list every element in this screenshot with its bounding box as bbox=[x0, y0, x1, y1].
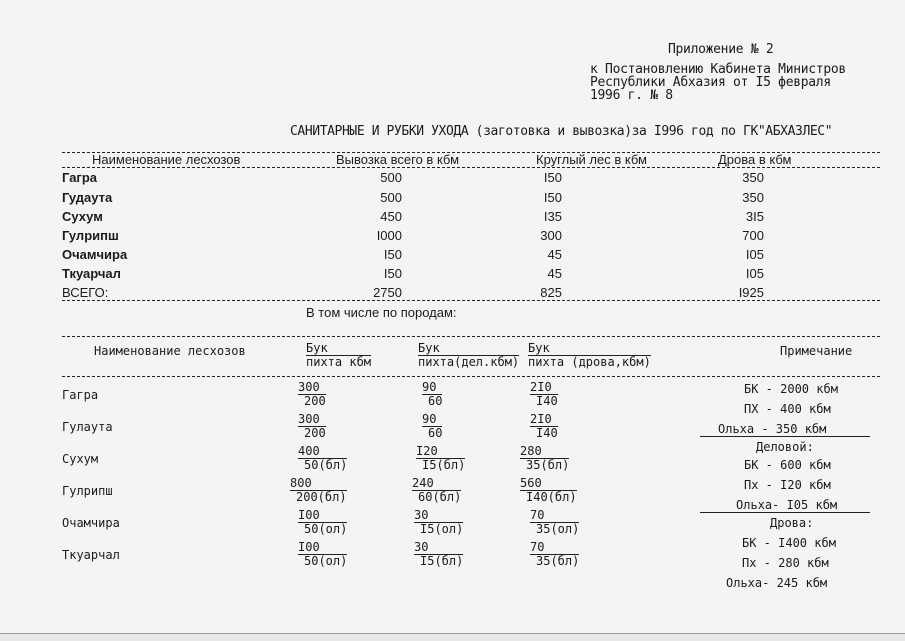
row-total: 500 bbox=[380, 170, 402, 185]
note-heading: Дрова: bbox=[770, 516, 814, 530]
fraction-top: 90 bbox=[422, 412, 437, 426]
fraction-col2 bbox=[414, 541, 463, 568]
note-line: ПХ - 400 кбм bbox=[744, 402, 831, 416]
fraction-bottom: I5(бл) bbox=[414, 554, 463, 568]
fraction-col1 bbox=[298, 413, 326, 440]
fraction-bottom: 200(бл) bbox=[290, 490, 347, 504]
row-name: Гудаута bbox=[62, 190, 113, 205]
fraction-top: 800 bbox=[290, 476, 312, 490]
note-line: Ольха- 245 кбм bbox=[726, 576, 828, 590]
fraction-top: 30 bbox=[414, 540, 429, 554]
table2-header-col1 bbox=[306, 342, 371, 369]
note-heading: Деловой: bbox=[756, 440, 814, 454]
header-bottom: пихта (дрова,кбм) bbox=[528, 355, 651, 369]
row-total: 2750 bbox=[373, 285, 402, 300]
appendix-ref: к Постановлению Кабинета Министров bbox=[590, 62, 846, 77]
breakdown-subtitle: В том числе по породам: bbox=[306, 305, 457, 320]
row-name: Сухум bbox=[62, 452, 99, 466]
appendix-number: Приложение № 2 bbox=[668, 42, 774, 57]
header-bottom: пихта(дел.кбм) bbox=[418, 355, 520, 369]
row-firewood: 350 bbox=[742, 170, 764, 185]
fraction-top: 400 bbox=[298, 444, 320, 458]
row-total: 500 bbox=[380, 190, 402, 205]
appendix-republic: Республики Абхазия от I5 февраля bbox=[590, 75, 831, 90]
fraction-col2 bbox=[422, 381, 442, 408]
row-total: I50 bbox=[383, 266, 402, 281]
fraction-top: 70 bbox=[530, 508, 545, 522]
header-top: Бук bbox=[418, 341, 440, 355]
fraction-bottom: 50(ол) bbox=[298, 554, 347, 568]
fraction-bottom: I40 bbox=[530, 426, 558, 440]
note-line: Ольха- I05 кбм bbox=[736, 498, 838, 512]
table1-bottom-rule bbox=[62, 300, 880, 301]
row-firewood: I05 bbox=[745, 266, 764, 281]
row-round: 45 bbox=[547, 266, 562, 281]
note-line: Пх - 280 кбм bbox=[742, 556, 829, 570]
row-firewood: I925 bbox=[738, 285, 764, 300]
row-name: Ткуарчал bbox=[62, 266, 121, 281]
row-firewood: 3I5 bbox=[745, 209, 764, 224]
note-line: БК - 2000 кбм bbox=[744, 382, 838, 396]
row-name: Гулаута bbox=[62, 420, 113, 434]
fraction-top: 280 bbox=[520, 444, 542, 458]
row-round: 825 bbox=[540, 285, 562, 300]
table1-header-round: Круглый лес в кбм bbox=[536, 152, 647, 167]
header-top: Бук bbox=[306, 341, 328, 355]
table2-header-col2 bbox=[418, 342, 519, 369]
row-firewood: 350 bbox=[742, 190, 764, 205]
row-name: Гулрипш bbox=[62, 228, 119, 243]
fraction-bottom: 200 bbox=[298, 394, 326, 408]
fraction-top: 2I0 bbox=[530, 412, 552, 426]
fraction-bottom: 50(ол) bbox=[298, 522, 347, 536]
fraction-col3 bbox=[530, 541, 579, 568]
fraction-bottom: I5(бл) bbox=[416, 458, 465, 472]
fraction-bottom: 35(ол) bbox=[530, 522, 579, 536]
row-name: Очамчира bbox=[62, 516, 120, 530]
row-round: 300 bbox=[540, 228, 562, 243]
row-name: Гулрипш bbox=[62, 484, 113, 498]
fraction-col1 bbox=[298, 509, 347, 536]
fraction-top: 2I0 bbox=[530, 380, 552, 394]
row-round: I50 bbox=[543, 170, 562, 185]
row-round: I35 bbox=[543, 209, 562, 224]
fraction-col2 bbox=[414, 509, 463, 536]
fraction-bottom: 60 bbox=[422, 426, 442, 440]
row-firewood: 700 bbox=[742, 228, 764, 243]
row-name: Сухум bbox=[62, 209, 103, 224]
fraction-col1 bbox=[298, 445, 347, 472]
fraction-col2 bbox=[416, 445, 465, 472]
table2-header-rule bbox=[62, 376, 880, 377]
fraction-bottom: 60(бл) bbox=[412, 490, 461, 504]
row-total: I50 bbox=[383, 247, 402, 262]
fraction-col3 bbox=[530, 509, 579, 536]
fraction-top: 560 bbox=[520, 476, 542, 490]
row-name: Очамчира bbox=[62, 247, 128, 262]
note-divider bbox=[700, 436, 870, 437]
header-bottom: пихта кбм bbox=[306, 355, 372, 369]
fraction-col3 bbox=[530, 413, 558, 440]
fraction-top: I20 bbox=[416, 444, 438, 458]
fraction-top: I00 bbox=[298, 540, 320, 554]
fraction-top: 300 bbox=[298, 412, 320, 426]
table1-header-name: Наименование лесхозов bbox=[92, 152, 241, 167]
fraction-top: 70 bbox=[530, 540, 545, 554]
row-round: 45 bbox=[547, 247, 562, 262]
fraction-col1 bbox=[290, 477, 347, 504]
note-line: БК - I400 кбм bbox=[742, 536, 836, 550]
row-name: ВСЕГО: bbox=[62, 285, 109, 300]
fraction-top: I00 bbox=[298, 508, 320, 522]
note-divider bbox=[700, 512, 870, 513]
row-total: 450 bbox=[380, 209, 402, 224]
table1-header-total: Вывозка всего в кбм bbox=[336, 152, 460, 167]
fraction-bottom: 35(бл) bbox=[530, 554, 579, 568]
appendix-date: 1996 г. № 8 bbox=[590, 88, 673, 103]
row-round: I50 bbox=[543, 190, 562, 205]
row-firewood: I05 bbox=[745, 247, 764, 262]
fraction-top: 300 bbox=[298, 380, 320, 394]
fraction-col3 bbox=[520, 477, 577, 504]
row-name: Гагра bbox=[62, 170, 98, 185]
fraction-col3 bbox=[530, 381, 558, 408]
document-title: САНИТАРНЫЕ И РУБКИ УХОДА (заготовка и вывозка)за I996 год по ГК"АБХАЗЛЕС" bbox=[290, 124, 833, 139]
fraction-top: 240 bbox=[412, 476, 434, 490]
header-top: Бук bbox=[528, 341, 550, 355]
table2-header-name: Наименование лесхозов bbox=[94, 344, 246, 358]
note-line: Пх - I20 кбм bbox=[744, 478, 831, 492]
fraction-col3 bbox=[520, 445, 569, 472]
fraction-top: 30 bbox=[414, 508, 429, 522]
fraction-col1 bbox=[298, 541, 347, 568]
table1-header-firewood: Дрова в кбм bbox=[718, 152, 792, 167]
fraction-col2 bbox=[412, 477, 461, 504]
fraction-bottom: I5(ол) bbox=[414, 522, 463, 536]
row-name: Гагра bbox=[62, 388, 99, 402]
fraction-bottom: I40 bbox=[530, 394, 558, 408]
fraction-bottom: 35(бл) bbox=[520, 458, 569, 472]
fraction-col1 bbox=[298, 381, 326, 408]
table2-top-rule bbox=[62, 336, 880, 337]
table2-header-col3 bbox=[528, 342, 651, 369]
fraction-top: 90 bbox=[422, 380, 437, 394]
note-line: Ольха - 350 кбм bbox=[718, 422, 827, 436]
table2-header-note: Примечание bbox=[780, 344, 853, 358]
fraction-bottom: I40(бл) bbox=[520, 490, 577, 504]
fraction-bottom: 60 bbox=[422, 394, 442, 408]
note-line: БК - 600 кбм bbox=[744, 458, 831, 472]
fraction-bottom: 200 bbox=[298, 426, 326, 440]
row-total: I000 bbox=[376, 228, 402, 243]
row-name: Ткуарчал bbox=[62, 548, 120, 562]
fraction-col2 bbox=[422, 413, 442, 440]
fraction-bottom: 50(бл) bbox=[298, 458, 347, 472]
table1-header-rule bbox=[62, 167, 880, 168]
